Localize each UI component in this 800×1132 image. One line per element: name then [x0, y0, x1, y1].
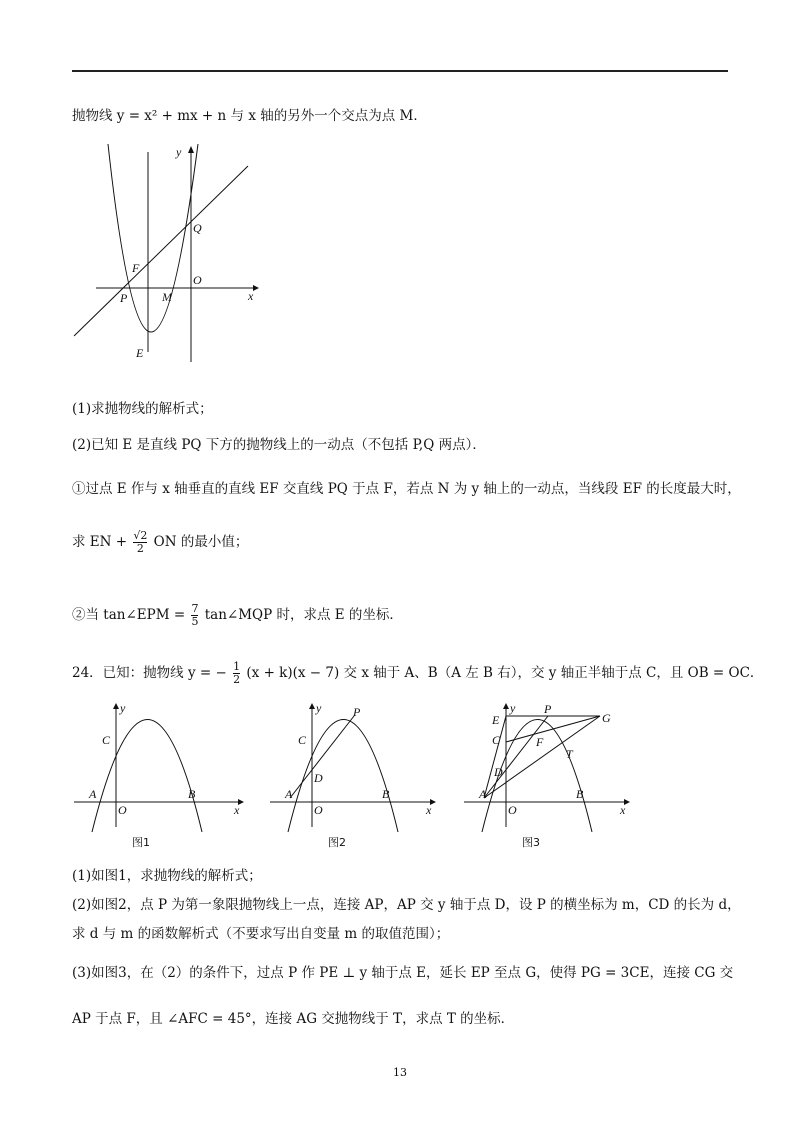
label-O: O	[193, 273, 202, 287]
y-axis-arrow-icon	[188, 146, 194, 153]
intro-text: 抛物线 y = x² + mx + n 与 x 轴的另外一个交点为点 M．	[72, 108, 427, 124]
label-x: x	[620, 803, 626, 817]
q24-pre: 24．已知：抛物线 y = −	[72, 665, 227, 681]
label-y: y	[176, 145, 182, 159]
label-C: C	[298, 733, 307, 747]
y-axis-arrow-icon	[309, 703, 315, 709]
label-O: O	[508, 803, 517, 817]
q1-part2: (2)已知 E 是直线 PQ 下方的抛物线上的一动点（不包括 P,Q 两点）．	[72, 437, 486, 453]
figure-3	[460, 702, 640, 852]
q24-part2: (2)如图2，点 P 为第一象限抛物线上一点，连接 AP，AP 交 y 轴于点 D，设 P 的横坐标为 m，CD 的长为 d，	[72, 897, 741, 913]
fraction-7-over-5	[191, 603, 198, 628]
q1-part2b-pre: ②当 tan∠EPM =	[72, 607, 186, 623]
label-O: O	[118, 803, 127, 817]
q1-part2b-post: tan∠MQP 时，求点 E 的坐标．	[204, 607, 403, 623]
frac-num: √2	[133, 529, 148, 542]
label-O: O	[314, 803, 323, 817]
caption-fig1: 图1	[132, 836, 150, 849]
line-ap	[290, 716, 354, 798]
frac-den: 2	[136, 542, 144, 555]
y-axis-arrow-icon	[503, 703, 509, 709]
q1-part2b	[72, 603, 403, 628]
label-F: F	[536, 735, 544, 749]
frac-den: 2	[233, 673, 241, 686]
label-x: x	[248, 289, 254, 303]
fraction-sqrt2-over-2	[133, 530, 147, 555]
label-y: y	[316, 701, 322, 715]
label-B: B	[188, 787, 196, 801]
q1-part2a-cont-post: ON 的最小值；	[153, 534, 249, 550]
fraction-1-over-2	[233, 661, 240, 686]
q24-stem	[72, 661, 763, 686]
label-M: M	[162, 290, 172, 304]
frac-num: 1	[233, 660, 241, 673]
label-A: A	[89, 787, 97, 801]
q24-post: (x + k)(x − 7) 交 x 轴于 A、B（A 左 B 右），交 y 轴正半轴于点 C，且 OB = OC．	[246, 665, 764, 681]
caption-fig3: 图3	[522, 836, 540, 849]
label-D: D	[314, 771, 323, 785]
label-P: P	[353, 705, 361, 719]
header-rule	[72, 70, 728, 72]
label-x: x	[234, 803, 240, 817]
label-A: A	[479, 787, 487, 801]
line-ag	[484, 716, 600, 798]
line-pq	[74, 166, 248, 336]
label-x: x	[426, 803, 432, 817]
label-C: C	[492, 733, 501, 747]
figure-1	[70, 702, 250, 852]
label-P: P	[120, 291, 128, 305]
q1-part1: (1)求抛物线的解析式；	[72, 401, 213, 417]
frac-num: 7	[191, 602, 199, 615]
label-E: E	[492, 713, 500, 727]
figure-2	[266, 702, 446, 852]
label-B: B	[576, 787, 584, 801]
q1-part2a-cont-pre: 求 EN +	[72, 534, 128, 550]
label-Q: Q	[193, 221, 202, 235]
q24-part1: (1)如图1，求抛物线的解析式；	[72, 868, 262, 884]
q1-part2a: ①过点 E 作与 x 轴垂直的直线 EF 交直线 PQ 于点 F，若点 N 为 y 轴上的一动点，当线段 EF 的长度最大时，	[72, 481, 741, 497]
q24-part3-continued: AP 于点 F，且 ∠AFC = 45°，连接 AG 交抛物线于 T，求点 T 的坐标．	[72, 1011, 515, 1027]
frac-den: 5	[191, 615, 199, 628]
q24-part3: (3)如图3，在（2）的条件下，过点 P 作 PE ⊥ y 轴于点 E，延长 EP 至点 G，使得 PG = 3CE，连接 CG 交	[72, 965, 734, 981]
page-number: 13	[393, 1066, 407, 1079]
q1-part2a-continued	[72, 530, 248, 555]
label-C: C	[102, 733, 111, 747]
label-F: F	[132, 261, 140, 275]
label-G: G	[602, 711, 611, 725]
label-A: A	[285, 787, 293, 801]
q24-part2-continued: 求 d 与 m 的函数解析式（不要求写出自变量 m 的取值范围）；	[72, 926, 450, 942]
caption-fig2: 图2	[328, 836, 346, 849]
label-P: P	[544, 702, 552, 716]
label-B: B	[382, 787, 390, 801]
x-axis-arrow-icon	[253, 285, 259, 291]
label-E: E	[136, 346, 144, 360]
label-y: y	[120, 701, 126, 715]
label-D: D	[494, 765, 503, 779]
label-y: y	[510, 701, 516, 715]
y-axis-arrow-icon	[113, 703, 119, 709]
label-T: T	[566, 747, 573, 761]
line-cg	[506, 716, 600, 742]
figure-top	[70, 140, 270, 365]
line-ap	[484, 716, 548, 798]
